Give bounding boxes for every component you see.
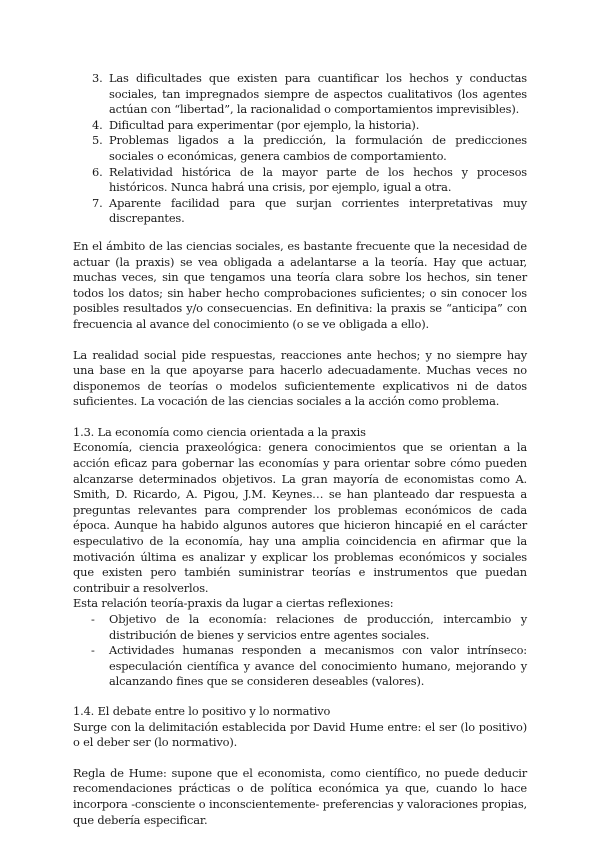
- paragraph-regla-hume: Regla de Hume: supone que el economista, como científico, no puede deducir recomendaciones prácticas o de política económica ya que, cuando lo hace incorpora -consciente o inconscientemente- preferencias y valoraciones propias, que debería especificar.: [73, 765, 527, 827]
- bullet-dash: -: [91, 643, 95, 658]
- list-item: [73, 643, 527, 690]
- list-item-text: Problemas ligados a la predicción, la formulación de predicciones sociales o económicas, genera cambios de comportamiento.: [109, 133, 527, 163]
- list-item-text: Actividades humanas responden a mecanismos con valor intrínseco: especulación científica y avance del conocimiento humano, mejorando y alcanzando fines que se consideren deseables (valores).: [109, 643, 527, 689]
- list-item-text: Las dificultades que existen para cuantificar los hechos y conductas sociales, tan impregnados siempre de aspectos cualitativos (los agentes actúan con “libertad”, la racionalidad o comportamientos imprevisibles).: [109, 71, 527, 117]
- list-item-text: Aparente facilidad para que surjan corrientes interpretativas muy discrepantes.: [109, 195, 527, 226]
- list-item: [73, 612, 527, 643]
- list-item-number: 6.: [92, 164, 103, 179]
- list-item-number: 3.: [92, 71, 103, 85]
- paragraph-praxis: En el ámbito de las ciencias sociales, es bastante frecuente que la necesidad de actuar (la praxis) se vea obligada a adelantarse a la teoría. Hay que actuar, muchas veces, sin que tengamos una teoría clara sobre los hechos, sin tener todos los datos; sin haber hecho comprobaciones suficientes; o sin conocer los posibles resultados y/o consecuencias. En definitiva: la praxis se “anticipa” con frecuencia al avance del conocimiento (o se ve obligada a ello).: [73, 238, 527, 331]
- list-item-text: Objetivo de la economía: relaciones de producción, intercambio y distribución de bienes y servicios entre agentes sociales.: [109, 612, 527, 642]
- list-item-number: 7.: [92, 195, 103, 210]
- list-item-number: 5.: [92, 133, 103, 148]
- reflections-list: [73, 612, 527, 690]
- list-item: [73, 118, 527, 134]
- list-item: [73, 71, 527, 118]
- section-1-3-body: Economía, ciencia praxeológica: genera conocimientos que se orientan a la acción eficaz para gobernar las economías y para orientar sobre cómo pueden alcanzarse determinados objetivos. La gran mayoría de economistas como A. Smith, D. Ricardo, A. Pigou, J.M. Keynes… se han planteado dar respuesta a preguntas relevantes para comprender los problemas económicos de cada época. Aunque ha habido algunos autores que hicieron hincapié en el carácter especulativo de la economía, hay una amplia coincidencia en afirmar que la motivación última es analizar y explicar los problemas económicos y sociales que existen pero también suministrar teorías e instrumentos que puedan contribuir a resolverlos.: [73, 440, 527, 595]
- list-item-number: 4.: [92, 117, 103, 132]
- list-item: [73, 133, 527, 164]
- section-1-4-body: Surge con la delimitación establecida por David Hume entre: el ser (lo positivo) o el deber ser (lo normativo).: [73, 719, 527, 750]
- section-heading-1-4: 1.4. El debate entre lo positivo y lo normativo: [73, 703, 331, 718]
- paragraph-realidad-social: La realidad social pide respuestas, reacciones ante hechos; y no siempre hay una base en la que apoyarse para hacerlo adecuadamente. Muchas veces no disponemos de teorías o modelos suficientemente explicativos ni de datos suficientes. La vocación de las ciencias sociales a la acción como problema.: [73, 347, 527, 409]
- list-item-text: Dificultad para experimentar (por ejemplo, la historia).: [109, 117, 420, 132]
- list-item: [73, 196, 527, 227]
- bullet-dash: -: [91, 612, 95, 626]
- section-heading-1-3: 1.3. La economía como ciencia orientada a la praxis: [73, 424, 366, 439]
- section-1-3-intro: Esta relación teoría-praxis da lugar a ciertas reflexiones:: [73, 596, 394, 611]
- list-item: [73, 165, 527, 196]
- difficulties-list: [73, 71, 527, 227]
- list-item-text: Relatividad histórica de la mayor parte de los hechos y procesos históricos. Nunca habrá una crisis, por ejemplo, igual a otra.: [109, 164, 527, 195]
